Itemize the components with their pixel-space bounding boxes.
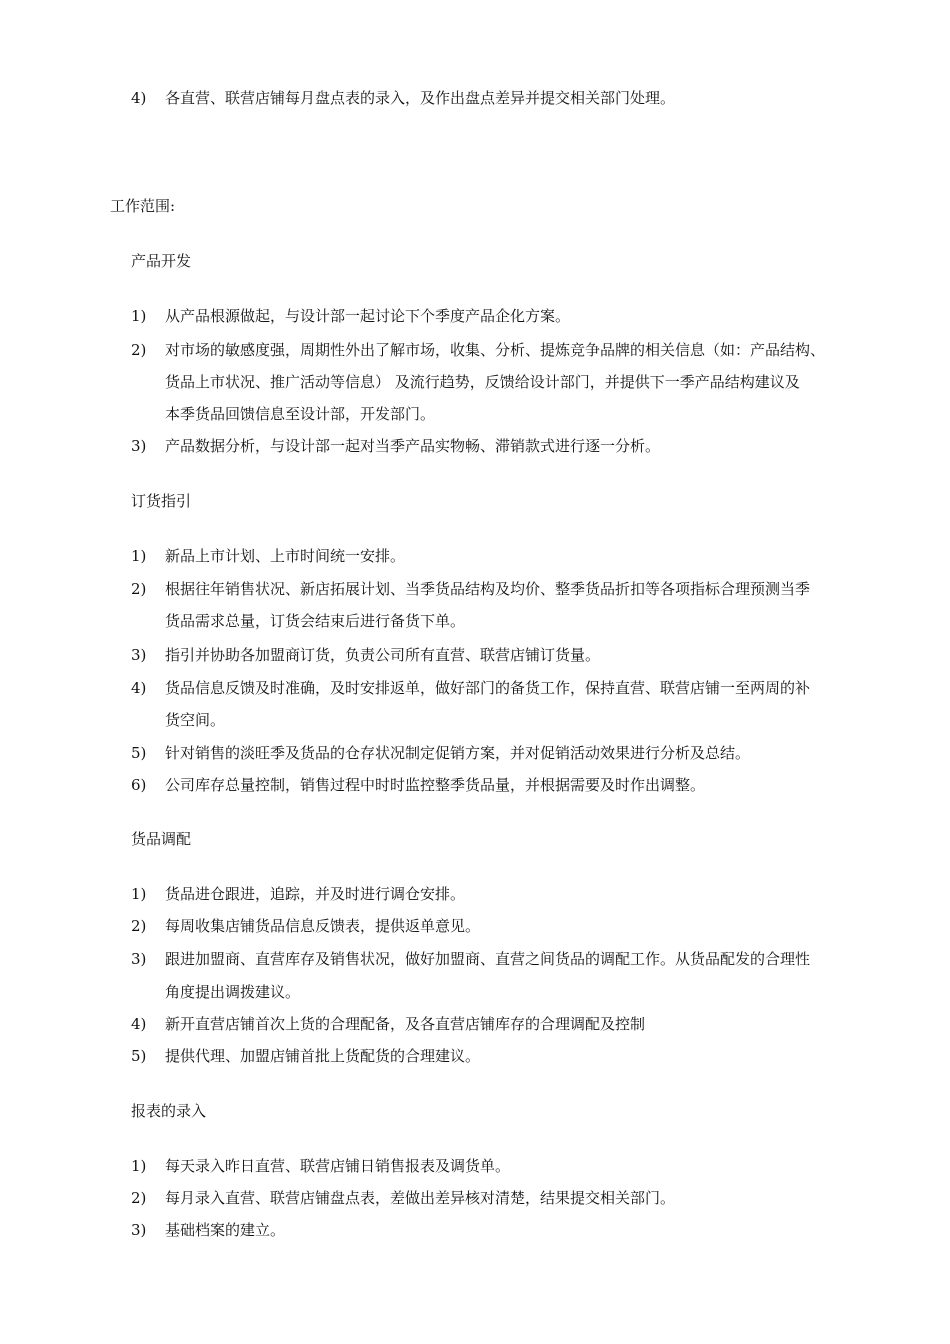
list-item-number: 4) [131, 1015, 147, 1033]
section-heading-scope: 工作范围: [110, 197, 176, 215]
list-item-number: 5) [131, 744, 147, 762]
list-item-text-continued: 本季货品回馈信息至设计部，开发部门。 [165, 405, 436, 423]
list-item-text: 公司库存总量控制，销售过程中时时监控整季货品量，并根据需要及时作出调整。 [165, 776, 706, 794]
list-item-text: 对市场的敏感度强，周期性外出了解市场，收集、分析、提炼竞争品牌的相关信息（如：产品结构、 [165, 341, 826, 359]
list-item-number: 2) [131, 341, 147, 359]
list-item-number: 1) [131, 885, 147, 903]
list-item-number: 4) [131, 679, 147, 697]
list-item-number: 5) [131, 1047, 147, 1065]
list-item-number: 2) [131, 1189, 147, 1207]
list-item-number: 1) [131, 547, 147, 565]
list-item-number: 6) [131, 776, 147, 794]
list-item-text: 提供代理、加盟店铺首批上货配货的合理建议。 [165, 1047, 481, 1065]
list-item-text: 每月录入直营、联营店铺盘点表，差做出差异核对清楚，结果提交相关部门。 [165, 1189, 676, 1207]
list-item-text: 针对销售的淡旺季及货品的仓存状况制定促销方案，并对促销活动效果进行分析及总结。 [165, 744, 751, 762]
list-item-text: 新开直营店铺首次上货的合理配备，及各直营店铺库存的合理调配及控制 [165, 1015, 646, 1033]
subsection-title-product-development: 产品开发 [131, 252, 192, 270]
list-item-number: 3) [131, 950, 147, 968]
list-item-text: 每天录入昨日直营、联营店铺日销售报表及调货单。 [165, 1157, 511, 1175]
list-item-number: 2) [131, 917, 147, 935]
list-item-text: 跟进加盟商、直营库存及销售状况，做好加盟商、直营之间货品的调配工作。从货品配发的合理性 [165, 950, 811, 968]
list-item-text: 产品数据分析，与设计部一起对当季产品实物畅、滞销款式进行逐一分析。 [165, 437, 661, 455]
list-item-number: 4) [131, 89, 147, 107]
list-item-text: 货品信息反馈及时准确，及时安排返单，做好部门的备货工作，保持直营、联营店铺一至两周的补 [165, 679, 811, 697]
list-item-text-continued: 货空间。 [165, 711, 226, 729]
subsection-title-order-guidance: 订货指引 [131, 492, 192, 510]
list-item-number: 3) [131, 1221, 147, 1239]
list-item-text: 每周收集店铺货品信息反馈表，提供返单意见。 [165, 917, 481, 935]
list-item-number: 3) [131, 646, 147, 664]
list-item-text: 从产品根源做起，与设计部一起讨论下个季度产品企化方案。 [165, 307, 571, 325]
subsection-title-report-entry: 报表的录入 [131, 1102, 207, 1120]
list-item-number: 3) [131, 437, 147, 455]
list-item-text: 各直营、联营店铺每月盘点表的录入，及作出盘点差异并提交相关部门处理。 [165, 89, 676, 107]
list-item-text: 指引并协助各加盟商订货，负责公司所有直营、联营店铺订货量。 [165, 646, 601, 664]
list-item-number: 1) [131, 1157, 147, 1175]
list-item-text: 根据往年销售状况、新店拓展计划、当季货品结构及均价、整季货品折扣等各项指标合理预测当季 [165, 580, 811, 598]
list-item-text: 新品上市计划、上市时间统一安排。 [165, 547, 406, 565]
list-item-text: 基础档案的建立。 [165, 1221, 286, 1239]
list-item-text-continued: 角度提出调拨建议。 [165, 983, 301, 1001]
list-item-number: 2) [131, 580, 147, 598]
subsection-title-goods-allocation: 货品调配 [131, 830, 192, 848]
list-item-number: 1) [131, 307, 147, 325]
list-item-text: 货品进仓跟进，追踪，并及时进行调仓安排。 [165, 885, 466, 903]
list-item-text-continued: 货品上市状况、推广活动等信息） 及流行趋势，反馈给设计部门，并提供下一季产品结构建议及 [165, 373, 800, 391]
list-item-text-continued: 货品需求总量，订货会结束后进行备货下单。 [165, 612, 466, 630]
